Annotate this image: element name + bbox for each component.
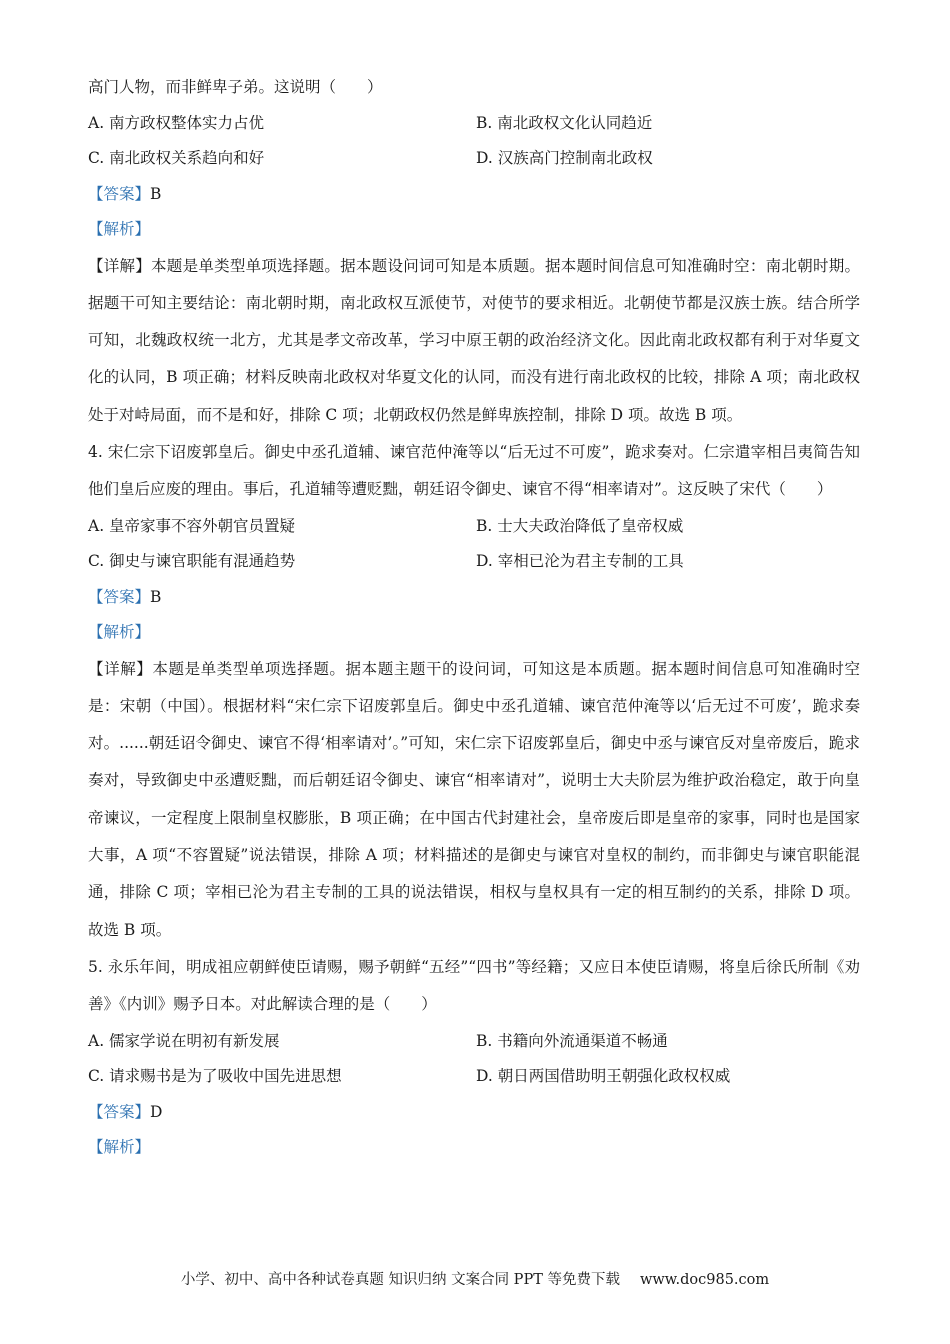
q3-detail bbox=[88, 248, 860, 434]
q5-answer-tag: 【答案】 bbox=[88, 1102, 151, 1121]
q4-analysis-tag: 【解析】 bbox=[88, 623, 151, 642]
q3-detail-text: 本题是单类型单项选择题。据本题设问词可知是本质题。据本题时间信息可知准确时空：南北朝时期。据题干可知主要结论：南北朝时期，南北政权互派使节，对使节的要求相近。北朝使节都是汉族士族。结合所学可知，北魏政权统一北方，尤其是孝文帝改革，学习中原王朝的政治经济文化。因此南北政权都有利于对华夏文化的认同，B 项正确；材料反映南北政权对华夏文化的认同，而没有进行南北政权的比较，排除 A 项；南北政权处于对峙局面，而不是和好，排除 C 项；北朝政权仍然是鲜卑族控制，排除 D 项。故选 B 项。 bbox=[88, 256, 860, 424]
q5-option-b: B. 书籍向外流通渠道不畅通 bbox=[476, 1031, 668, 1050]
q3-answer bbox=[88, 177, 860, 213]
q3-option-a: A. 南方政权整体实力占优 bbox=[88, 113, 265, 132]
q3-options-row-2 bbox=[88, 141, 860, 177]
q3-options-row-1 bbox=[88, 106, 860, 142]
q4-detail bbox=[88, 651, 860, 949]
q4-answer-tag: 【答案】 bbox=[88, 587, 151, 606]
q4-option-a: A. 皇帝家事不容外朝官员置疑 bbox=[88, 516, 296, 535]
q5-analysis-tag: 【解析】 bbox=[88, 1138, 151, 1157]
q3-answer-tag: 【答案】 bbox=[88, 184, 151, 203]
q5-options-row-1 bbox=[88, 1024, 860, 1060]
q3-option-d: D. 汉族高门控制南北政权 bbox=[476, 149, 653, 167]
document-page bbox=[88, 70, 860, 1166]
q5-stem: 5. 永乐年间，明成祖应朝鲜使臣请赐，赐予朝鲜“五经”“四书”等经籍；又应日本使臣请赐，将皇后徐氏所制《劝善》《内训》赐予日本。对此解读合理的是（ ） bbox=[88, 957, 860, 1014]
q4-answer-value: B bbox=[150, 587, 162, 606]
q4-option-d: D. 宰相已沦为君主专制的工具 bbox=[476, 552, 684, 571]
footer-url: www.doc985.com bbox=[639, 1272, 770, 1288]
q5-answer-value: D bbox=[150, 1102, 163, 1121]
q3-option-c: C. 南北政权关系趋向和好 bbox=[88, 149, 265, 167]
q4-option-c: C. 御史与谏官职能有混通趋势 bbox=[88, 552, 296, 571]
q4-stem: 4. 宋仁宗下诏废郭皇后。御史中丞孔道辅、谏官范仲淹等以“后无过不可废”，跪求奏对。仁宗遣宰相吕夷简告知他们皇后应废的理由。事后，孔道辅等遭贬黜，朝廷诏令御史、谏官不得“相率请对”。这反映了宋代（ ） bbox=[88, 442, 860, 499]
q5-options-row-2 bbox=[88, 1059, 860, 1095]
page-footer bbox=[0, 1268, 950, 1289]
q4-answer bbox=[88, 580, 860, 616]
footer-text: 小学、初中、高中各种试卷真题 知识归纳 文案合同 PPT 等免费下载 bbox=[180, 1272, 620, 1288]
q3-analysis-tag: 【解析】 bbox=[88, 220, 151, 238]
q5-option-a: A. 儒家学说在明初有新发展 bbox=[88, 1031, 280, 1050]
q5-option-c: C. 请求赐书是为了吸收中国先进思想 bbox=[88, 1067, 342, 1086]
q4-detail-text: 本题是单类型单项选择题。据本题主题干的设问词，可知这是本质题。据本题时间信息可知准确时空是：宋朝（中国）。根据材料“宋仁宗下诏废郭皇后。御史中丞孔道辅、谏官范仲淹等以‘后无过不可废’，跪求奏对。......朝廷诏令御史、谏官不得‘相率请对’。”可知，宋仁宗下诏废郭皇后，御史中丞与谏官反对皇帝废后，跪求奏对，导致御史中丞遭贬黜，而后朝廷诏令御史、谏官“相率请对”，说明士大夫阶层为维护政治稳定，敢于向皇帝谏议，一定程度上限制皇权膨胀，B 项正确；在中国古代封建社会，皇帝废后即是皇帝的家事，同时也是国家大事，A 项“不容置疑”说法错误，排除 A 项；材料描述的是御史与谏官对皇权的制约，而非御史与谏官职能混通，排除 C 项；宰相已沦为君主专制的工具的说法错误，相权与皇权具有一定的相互制约的关系，排除 D 项。故选 B 项。 bbox=[88, 659, 860, 939]
q3-answer-value: B bbox=[150, 184, 162, 203]
q4-option-b: B. 士大夫政治降低了皇帝权威 bbox=[476, 516, 684, 535]
q4-detail-tag: 【详解】 bbox=[88, 659, 153, 678]
q4-options-row-2 bbox=[88, 544, 860, 580]
q4-options-row-1 bbox=[88, 509, 860, 545]
q5-option-d: D. 朝日两国借助明王朝强化政权权威 bbox=[476, 1067, 731, 1086]
q5-answer bbox=[88, 1095, 860, 1131]
q3-detail-tag: 【详解】 bbox=[88, 256, 152, 275]
q3-option-b: B. 南北政权文化认同趋近 bbox=[476, 113, 653, 132]
q3-stem-end: 高门人物，而非鲜卑子弟。这说明（ ） bbox=[88, 78, 383, 96]
